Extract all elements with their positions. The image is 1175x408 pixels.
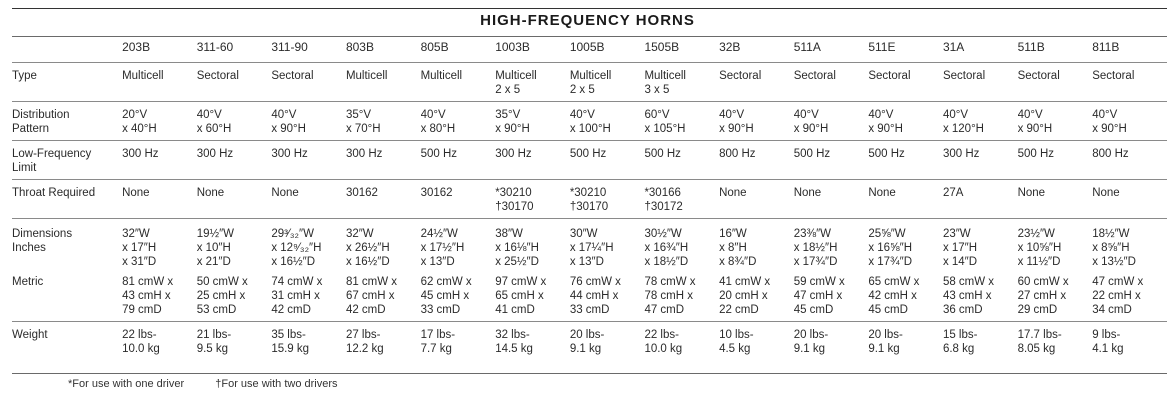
cell-type-805b: Multicell	[421, 63, 496, 102]
cell-inches-1505b: 30½″W x 16¾″H x 18½″D	[644, 219, 719, 270]
cell-inches-805b: 24½″W x 17½″H x 13″D	[421, 219, 496, 270]
cell-throat-511a: None	[794, 180, 869, 219]
cell-weight-32b: 10 lbs- 4.5 kg	[719, 322, 794, 357]
cell-low_freq-1005b: 500 Hz	[570, 141, 645, 180]
cell-low_freq-31a: 300 Hz	[943, 141, 1018, 180]
cell-metric-203b: 81 cmW x 43 cmH x 79 cmD	[122, 276, 174, 316]
row-low-frequency	[12, 141, 1167, 180]
model-header-1505b: 1505B	[644, 40, 680, 54]
corner-cell	[12, 40, 122, 63]
row-label-weight: Weight	[12, 322, 122, 357]
cell-weight-803b: 27 lbs- 12.2 kg	[346, 322, 421, 357]
page-title: HIGH-FREQUENCY HORNS	[480, 12, 695, 29]
cell-throat-805b: 30162	[421, 180, 496, 219]
model-header-511e: 511E	[868, 40, 896, 54]
cell-weight-511a: 20 lbs- 9.1 kg	[794, 322, 869, 357]
cell-throat-32b: None	[719, 180, 794, 219]
cell-distribution-805b: 40°V x 80°H	[421, 102, 496, 141]
cell-metric-511e: 65 cmW x 42 cmH x 45 cmD	[868, 276, 920, 316]
row-label-metric: Metric	[12, 276, 44, 288]
cell-distribution-32b: 40°V x 90°H	[719, 102, 794, 141]
row-label-low-frequency: Low-Frequency Limit	[12, 141, 122, 180]
cell-inches-811b: 18½″W x 8⅝″H x 13½″D	[1092, 219, 1167, 270]
cell-metric-511a: 59 cmW x 47 cmH x 45 cmD	[793, 276, 845, 316]
row-distribution	[12, 102, 1167, 141]
cell-type-511a: Sectoral	[794, 63, 869, 102]
cell-metric-811b: 47 cmW x 22 cmH x 34 cmD	[1092, 276, 1144, 316]
cell-low_freq-32b: 800 Hz	[719, 141, 794, 180]
cell-weight-203b: 22 lbs- 10.0 kg	[122, 322, 197, 357]
cell-distribution-1505b: 60°V x 105°H	[644, 102, 719, 141]
cell-metric-1003b: 97 cmW x 65 cmH x 41 cmD	[495, 276, 547, 316]
cell-metric-31a: 58 cmW x 43 cmH x 36 cmD	[942, 276, 995, 316]
cell-weight-311-60: 21 lbs- 9.5 kg	[197, 322, 272, 357]
row-dimensions-metric	[12, 269, 1167, 322]
bottom-rule	[12, 373, 1167, 374]
cell-weight-31a: 15 lbs- 6.8 kg	[943, 322, 1018, 357]
cell-throat-311-90: None	[271, 180, 346, 219]
model-header-511b: 511B	[1017, 40, 1045, 54]
cell-metric-1505b: 78 cmW x 78 cmH x 47 cmD	[644, 276, 696, 316]
model-header-203b: 203B	[122, 40, 151, 54]
cell-type-31a: Sectoral	[943, 63, 1018, 102]
model-header-31a: 31A	[942, 40, 965, 54]
cell-type-511b: Sectoral	[1018, 63, 1093, 102]
cell-metric-1005b: 76 cmW x 44 cmH x 33 cmD	[569, 276, 621, 316]
model-header-511a: 511A	[793, 40, 821, 54]
row-label-throat: Throat Required	[12, 180, 122, 219]
cell-throat-1005b: *30210 †30170	[570, 180, 645, 219]
cell-throat-811b: None	[1092, 180, 1167, 219]
cell-distribution-511e: 40°V x 90°H	[868, 102, 943, 141]
row-label-type: Type	[12, 63, 122, 102]
cell-type-511e: Sectoral	[868, 63, 943, 102]
cell-low_freq-311-60: 300 Hz	[197, 141, 272, 180]
cell-inches-511e: 25⅝″W x 16⅝″H x 17¾″D	[868, 219, 943, 270]
model-header-805b: 805B	[420, 40, 449, 54]
cell-distribution-203b: 20°V x 40°H	[122, 102, 197, 141]
cell-type-1005b: Multicell 2 x 5	[570, 63, 645, 102]
footnote-one-driver: *For use with one driver	[68, 378, 185, 390]
cell-inches-511a: 23⅜″W x 18½″H x 17¾″D	[794, 219, 869, 270]
cell-throat-203b: None	[122, 180, 197, 219]
cell-throat-511e: None	[868, 180, 943, 219]
cell-throat-31a: 27A	[943, 180, 1018, 219]
cell-inches-511b: 23½″W x 10⅝″H x 11½″D	[1018, 219, 1093, 270]
cell-throat-511b: None	[1018, 180, 1093, 219]
cell-distribution-511b: 40°V x 90°H	[1018, 102, 1093, 141]
cell-low_freq-1003b: 300 Hz	[495, 141, 570, 180]
cell-throat-1003b: *30210 †30170	[495, 180, 570, 219]
cell-weight-511b: 17.7 lbs- 8.05 kg	[1018, 322, 1093, 357]
cell-distribution-511a: 40°V x 90°H	[794, 102, 869, 141]
cell-distribution-811b: 40°V x 90°H	[1092, 102, 1167, 141]
cell-metric-32b: 41 cmW x 20 cmH x 22 cmD	[719, 276, 771, 316]
cell-weight-311-90: 35 lbs- 15.9 kg	[271, 322, 346, 357]
cell-metric-805b: 62 cmW x 45 cmH x 33 cmD	[420, 276, 472, 316]
cell-low_freq-811b: 800 Hz	[1092, 141, 1167, 180]
footnote-two-drivers: †For use with two drivers	[215, 378, 338, 390]
cell-inches-1003b: 38″W x 16⅛″H x 25½″D	[495, 219, 570, 270]
cell-inches-311-90: 29³⁄₃₂″W x 12⁹⁄₃₂″H x 16½″D	[271, 219, 346, 270]
cell-weight-1005b: 20 lbs- 9.1 kg	[570, 322, 645, 357]
cell-inches-1005b: 30″W x 17¼″H x 13″D	[570, 219, 645, 270]
cell-type-32b: Sectoral	[719, 63, 794, 102]
cell-low_freq-311-90: 300 Hz	[271, 141, 346, 180]
model-header-311-90: 311-90	[271, 40, 308, 54]
cell-low_freq-805b: 500 Hz	[421, 141, 496, 180]
cell-type-311-90: Sectoral	[271, 63, 346, 102]
cell-type-203b: Multicell	[122, 63, 197, 102]
cell-weight-1505b: 22 lbs- 10.0 kg	[644, 322, 719, 357]
cell-weight-1003b: 32 lbs- 14.5 kg	[495, 322, 570, 357]
model-header-1003b: 1003B	[495, 40, 530, 54]
cell-type-311-60: Sectoral	[197, 63, 272, 102]
cell-type-811b: Sectoral	[1092, 63, 1167, 102]
cell-type-803b: Multicell	[346, 63, 421, 102]
cell-low_freq-511b: 500 Hz	[1018, 141, 1093, 180]
title-rule	[12, 36, 1167, 37]
horn-spec-table	[12, 40, 1167, 356]
row-throat	[12, 180, 1167, 219]
footnotes	[68, 378, 366, 390]
cell-distribution-1005b: 40°V x 100°H	[570, 102, 645, 141]
cell-low_freq-203b: 300 Hz	[122, 141, 197, 180]
cell-weight-811b: 9 lbs- 4.1 kg	[1092, 322, 1167, 357]
cell-distribution-31a: 40°V x 120°H	[943, 102, 1018, 141]
row-weight	[12, 322, 1167, 357]
cell-low_freq-511a: 500 Hz	[794, 141, 869, 180]
model-header-803b: 803B	[345, 40, 374, 54]
row-label-dimensions: Dimensions Inches	[12, 219, 122, 270]
cell-inches-803b: 32″W x 26½″H x 16½″D	[346, 219, 421, 270]
model-header-1005b: 1005B	[569, 40, 605, 54]
cell-low_freq-511e: 500 Hz	[868, 141, 943, 180]
cell-metric-511b: 60 cmW x 27 cmH x 29 cmD	[1017, 276, 1069, 316]
cell-distribution-803b: 35°V x 70°H	[346, 102, 421, 141]
cell-low_freq-803b: 300 Hz	[346, 141, 421, 180]
cell-distribution-311-90: 40°V x 90°H	[271, 102, 346, 141]
model-header-32b: 32B	[719, 40, 741, 54]
row-label-distribution: Distribution Pattern	[12, 102, 122, 141]
row-dimensions-inches	[12, 219, 1167, 270]
cell-throat-1505b: *30166 †30172	[644, 180, 719, 219]
cell-weight-511e: 20 lbs- 9.1 kg	[868, 322, 943, 357]
header-row	[12, 40, 1167, 63]
cell-throat-803b: 30162	[346, 180, 421, 219]
cell-type-1003b: Multicell 2 x 5	[495, 63, 570, 102]
cell-low_freq-1505b: 500 Hz	[644, 141, 719, 180]
cell-metric-311-90: 74 cmW x 31 cmH x 42 cmD	[271, 276, 323, 316]
top-rule	[12, 8, 1167, 9]
cell-weight-805b: 17 lbs- 7.7 kg	[421, 322, 496, 357]
model-header-311-60: 311-60	[196, 40, 234, 54]
cell-inches-32b: 16″W x 8″H x 8¾″D	[719, 219, 794, 270]
cell-inches-203b: 32″W x 17″H x 31″D	[122, 219, 197, 270]
cell-throat-311-60: None	[197, 180, 272, 219]
cell-distribution-1003b: 35°V x 90°H	[495, 102, 570, 141]
cell-inches-31a: 23″W x 17″H x 14″D	[943, 219, 1018, 270]
cell-type-1505b: Multicell 3 x 5	[644, 63, 719, 102]
cell-inches-311-60: 19½″W x 10″H x 21″D	[197, 219, 272, 270]
model-header-811b: 811B	[1092, 40, 1120, 54]
cell-metric-803b: 81 cmW x 67 cmH x 42 cmD	[345, 276, 398, 316]
cell-metric-311-60: 50 cmW x 25 cmH x 53 cmD	[196, 276, 248, 316]
cell-distribution-311-60: 40°V x 60°H	[197, 102, 272, 141]
row-type	[12, 63, 1167, 102]
